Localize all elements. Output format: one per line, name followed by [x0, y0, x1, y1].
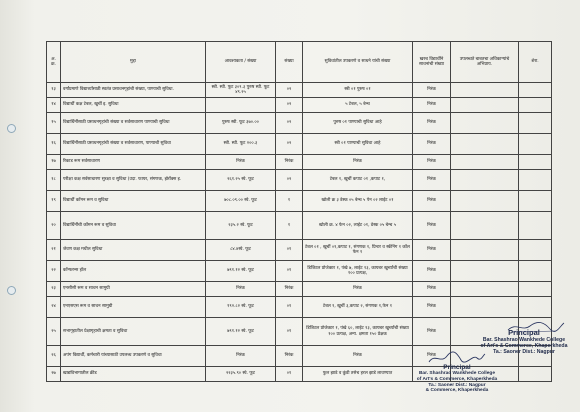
table-row — [47, 282, 552, 297]
cell-sign — [519, 212, 552, 240]
cell-sign — [519, 170, 552, 191]
cell-count: निरंक — [276, 346, 303, 367]
cell-required: पुरुष स्वी. फूट ३७०.०० — [206, 113, 276, 134]
cell-count: ०१ — [276, 297, 303, 318]
cell-sign — [519, 98, 552, 113]
cell-sn: २६ — [47, 346, 61, 367]
cell-required: ७९१.१२ स्वे. फूट — [206, 261, 276, 282]
cell-required: स्त्री. स्वी. फूट २००.३ — [206, 134, 276, 155]
cell-count: निरंक — [276, 155, 303, 170]
cell-sn: २५ — [47, 318, 61, 346]
table-row — [47, 134, 552, 155]
cell-count: ०१ — [276, 261, 303, 282]
cell-sn: १३ — [47, 83, 61, 98]
cell-sign — [519, 261, 552, 282]
header-count: संख्या — [276, 42, 303, 83]
cell-count: ०२ — [276, 170, 303, 191]
cell-item: अपंग विद्यार्थी, कर्मचारी यांच्यासाठी उपलब्ध उपकरणे व सुविधा — [61, 346, 206, 367]
cell-available: टेबल ०१ , खुर्ची ०१,कपाट १, संगणक १, प्रिन्टर व स्कॅनिंग १ कॉल फेन १ — [303, 240, 413, 261]
stamp-title: Principal — [508, 328, 540, 337]
table-row — [47, 191, 552, 212]
cell-available: डिजिटल प्रोजेक्टर १, पंखे ७, लाईट १३, कायबर खुर्च्यांची संख्या १०० प्रत्यक्ष, — [303, 261, 413, 282]
header-remark: उपलब्धते बाबतचा अधिकाऱ्यांचे अभिप्राय. — [451, 42, 519, 83]
table-header-row — [47, 42, 552, 83]
cell-remark — [451, 134, 519, 155]
stamp-line: Bar. Shashrao Wankhede College — [482, 337, 566, 343]
cell-count: निरंक — [276, 282, 303, 297]
cell-remark — [451, 261, 519, 282]
table-row — [47, 297, 552, 318]
stamp-line: of Art's & Commerce, Khaperkheda — [480, 343, 568, 350]
cell-required: ७०८.०९.०० स्वे. फूट — [206, 191, 276, 212]
cell-count: १ — [276, 212, 303, 240]
cell-source: निरंक — [413, 170, 451, 191]
cell-available: फुल झाडे व कुंडी तसेच हरल झाडे लावण्यात — [303, 367, 413, 382]
cell-sn: १८ — [47, 170, 61, 191]
cell-sn: १७ — [47, 155, 61, 170]
cell-required: निरंक — [206, 282, 276, 297]
cell-sn: २३ — [47, 282, 61, 297]
principal-stamp-bottom — [397, 364, 517, 394]
cell-required: २६१.२५ स्वे. फूट — [206, 170, 276, 191]
cell-available: ५ टेबल, ५ बेन्च — [303, 98, 413, 113]
cell-source: निरंक — [413, 240, 451, 261]
cell-item: रिकाड रूम सर्वसाधारण — [61, 155, 206, 170]
cell-count: ०१ — [276, 318, 303, 346]
cell-required: १९२.८२ स्वे. फूट — [206, 297, 276, 318]
table-row — [47, 98, 552, 113]
cell-count: ०२ — [276, 134, 303, 155]
cell-item: विद्यार्थी कक्ष टेबल, खुर्ची इ. सुविधा — [61, 98, 206, 113]
cell-item: कॉन्फरन्स हॉल — [61, 261, 206, 282]
cell-item: खाद्यविभागातील क्रीड — [61, 367, 206, 382]
cell-required: २२३५.९० स्वे. फूट — [206, 367, 276, 382]
cell-count: ०१ — [276, 240, 303, 261]
header-item: मुद्दा — [61, 42, 206, 83]
cell-sn: २० — [47, 212, 61, 240]
cell-source: निरंक — [413, 191, 451, 212]
cell-available: स्त्री ०१ पुरुष ०१ — [303, 83, 413, 98]
cell-sign — [519, 367, 552, 382]
table-row — [47, 261, 552, 282]
cell-source: निरंक — [413, 297, 451, 318]
cell-source: निरंक — [413, 98, 451, 113]
stamp-line: Ta.: Saoner Dist.: Nagpur — [428, 382, 486, 388]
binder-ring-bottom — [7, 286, 16, 295]
cell-item: विद्यार्थिनींसाठी प्रसाधनगृहांची संख्या व सर्वसाधारण, पाण्याची सुविधा — [61, 134, 206, 155]
cell-item: विद्यार्थिनींची कॉमन रूम व सुविधा — [61, 212, 206, 240]
cell-item: जेवण कक्ष मधील सुविधा — [61, 240, 206, 261]
table-row — [47, 170, 552, 191]
header-required: आवश्यकता / संख्या — [206, 42, 276, 83]
cell-available: टेबल १, खुर्ची ३,कपाट २, संगणक १,फेन १ — [303, 297, 413, 318]
table-row — [47, 155, 552, 170]
cell-sn: १९ — [47, 191, 61, 212]
cell-remark — [451, 83, 519, 98]
cell-sign — [519, 297, 552, 318]
cell-sign — [519, 155, 552, 170]
cell-remark — [451, 240, 519, 261]
cell-required: ८४.४स्वे. फूट — [206, 240, 276, 261]
header-available: सुविधांतील उपकरणे व साधने यांची संख्या — [303, 42, 413, 83]
cell-remark — [451, 170, 519, 191]
cell-sn: २७ — [47, 367, 61, 382]
cell-available: निरंक — [303, 282, 413, 297]
cell-source: निरंक — [413, 113, 451, 134]
cell-count: ०२ — [276, 98, 303, 113]
cell-sn: १६ — [47, 134, 61, 155]
cell-item: वर्गांप्रमाणे विद्यार्थ्यांसाठी स्वतंत्र प्रसाधनगृहांची संख्या, पाण्याची सुविधा. — [61, 83, 206, 98]
cell-item: एनएसएस रूम व साधन सामुग्री — [61, 297, 206, 318]
cell-remark — [451, 297, 519, 318]
cell-required — [206, 98, 276, 113]
cell-item: एनसीसी रूम व साधन सामुग्री — [61, 282, 206, 297]
cell-sign — [519, 240, 552, 261]
cell-count: ०२ — [276, 83, 303, 98]
stamp-line: Bar. Shashrao Wankhede College — [418, 371, 496, 376]
cell-available: डिजिटल प्रोजेक्टर १, पंखे ६०, लाईट १३, कायबर खुर्च्यांची संख्या १०० प्रत्यक्ष, अन्य. क्षमता १५० प्रेक्षक — [303, 318, 413, 346]
stamp-line: of Art's & Commerce, Khaperkheda — [416, 376, 498, 382]
cell-available: खोली क्र. ४ फेन ०२, लाईट ०१, डेस्क ०५ बेन्च ५ — [303, 212, 413, 240]
table-row — [47, 212, 552, 240]
cell-source: निरंक — [413, 346, 451, 367]
cell-required: निरंक — [206, 346, 276, 367]
cell-source: निरंक — [413, 318, 451, 346]
cell-sign — [519, 113, 552, 134]
cell-sn: २२ — [47, 261, 61, 282]
cell-sn: १५ — [47, 113, 61, 134]
cell-remark — [451, 282, 519, 297]
table-row — [47, 83, 552, 98]
stamp-line: Ta.: Saoner Dist.: Nagpur — [493, 349, 555, 356]
cell-remark — [451, 98, 519, 113]
cell-required: निरंक — [206, 155, 276, 170]
cell-available: टेबल १, खुर्ची कपाट ०१ ,कपाट १, — [303, 170, 413, 191]
cell-available: निरंक — [303, 155, 413, 170]
header-sn: अ. क्र. — [47, 42, 61, 83]
stamp-line: & Commerce, Khaperkheda — [425, 388, 489, 394]
cell-item: विद्यार्थिनींसाठी प्रसाधनगृहांची संख्या व सर्वसाधारण पाण्याची सुविधा — [61, 113, 206, 134]
cell-count: १ — [276, 191, 303, 212]
cell-sn: २४ — [47, 297, 61, 318]
cell-source: निरंक — [413, 155, 451, 170]
cell-item: विद्यार्थी कॉमन रूम व सुविधा — [61, 191, 206, 212]
cell-item: सभागृहातील प्रेक्षागृहाची क्षमता व सुविधा — [61, 318, 206, 346]
table-row — [47, 113, 552, 134]
cell-count: ०२ — [276, 113, 303, 134]
cell-available: पुरुष ०१ पाण्याची सुविधा आहे — [303, 113, 413, 134]
cell-sign — [519, 134, 552, 155]
stamp-title: Principal — [443, 364, 471, 371]
header-source: खरच विद्यार्थीने साधनांची संख्या — [413, 42, 451, 83]
cell-source: निरंक — [413, 282, 451, 297]
cell-sign — [519, 191, 552, 212]
cell-available: स्त्री ०१ पाण्याची सुविधा आहे — [303, 134, 413, 155]
table-row — [47, 240, 552, 261]
cell-required: स्त्री. स्वी. फूट ३०९.३ पुरुष स्वी. फूट ४९.२५ — [206, 83, 276, 98]
cell-source: निरंक — [413, 261, 451, 282]
cell-remark — [451, 212, 519, 240]
cell-available: निरंक — [303, 346, 413, 367]
cell-sign — [519, 282, 552, 297]
cell-item: परीक्षा कक्ष सर्वसाधारण सुरक्षा व सुविधा (उदा. फायर, संगणक, झेरॉक्स इ. — [61, 170, 206, 191]
cell-sn: २१ — [47, 240, 61, 261]
cell-source: निरंक — [413, 212, 451, 240]
cell-count: ०१ — [276, 367, 303, 382]
cell-sign — [519, 83, 552, 98]
cell-source: निरंक — [413, 83, 451, 98]
binder-ring-top — [7, 124, 16, 133]
cell-remark — [451, 113, 519, 134]
signature-mark — [427, 350, 487, 366]
header-sign: शेरा. — [519, 42, 552, 83]
cell-available: खोली क्र ३ डेस्क ०५ बेन्च ५ पेन ०२ लाईट ०१ — [303, 191, 413, 212]
cell-required: ७९१.१२ स्वे. फूट — [206, 318, 276, 346]
cell-required: २३५.२ स्वे. फूट — [206, 212, 276, 240]
cell-sn: १४ — [47, 98, 61, 113]
cell-remark — [451, 155, 519, 170]
cell-remark — [451, 191, 519, 212]
signature-mark — [506, 320, 566, 334]
cell-source: निरंक — [413, 134, 451, 155]
